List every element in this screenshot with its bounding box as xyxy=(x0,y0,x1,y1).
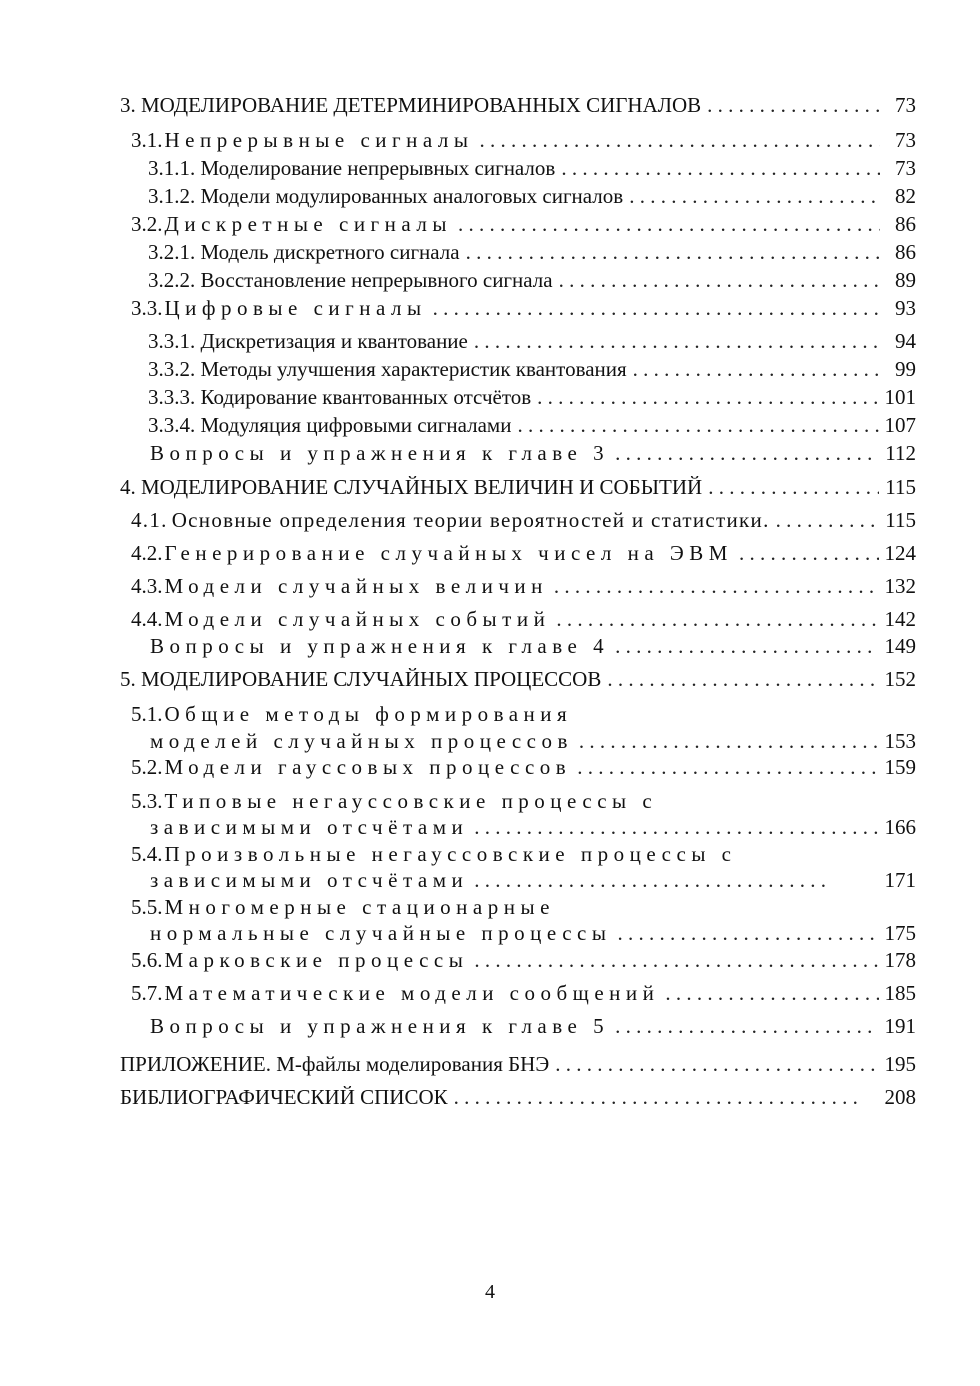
toc-page: 208 xyxy=(884,1085,916,1109)
toc-number: 4.1. xyxy=(131,508,168,532)
toc-page: 149 xyxy=(884,634,916,658)
toc-page: 124 xyxy=(884,541,916,565)
toc-page: 178 xyxy=(884,948,916,972)
toc-title xyxy=(131,980,659,1006)
toc-title: зависимыми отсчётами xyxy=(150,815,469,839)
toc-leader-dots xyxy=(708,474,879,500)
toc-leader-dots xyxy=(629,183,880,209)
toc-leader-dots xyxy=(579,728,879,754)
toc-section-5-5[interactable] xyxy=(150,920,916,946)
toc-title-text: Непрерывные сигналы xyxy=(164,128,474,152)
toc-leader-dots xyxy=(615,633,878,659)
toc-page: 166 xyxy=(884,815,916,839)
toc-title: нормальные случайные процессы xyxy=(150,921,612,945)
toc-page: 86 xyxy=(895,240,916,264)
toc-section-3-1[interactable] xyxy=(131,127,916,153)
toc-title: БИБЛИОГРАФИЧЕСКИЙ СПИСОК xyxy=(120,1085,448,1109)
toc-title-text: Модели гауссовых процессов xyxy=(164,755,572,779)
toc-number: 5.1. xyxy=(131,702,163,726)
toc-title: 3.3.2. Методы улучшения характеристик квантования xyxy=(148,357,627,381)
toc-leader-dots xyxy=(433,295,880,321)
toc-page: 191 xyxy=(884,1014,916,1038)
toc-page: 132 xyxy=(884,574,916,598)
toc-leader-dots xyxy=(615,440,879,466)
toc-title: 3.2.1. Модель дискретного сигнала xyxy=(148,240,460,264)
toc-page: 171 xyxy=(884,868,916,892)
toc-page: 89 xyxy=(895,268,916,292)
toc-page: 153 xyxy=(884,729,916,753)
toc-leader-dots xyxy=(615,1013,878,1039)
toc-title: 3.3.3. Кодирование квантованных отсчётов xyxy=(148,385,532,409)
toc-number: 5.6. xyxy=(131,948,163,972)
toc-title xyxy=(131,573,548,599)
toc-section-4-1[interactable] xyxy=(131,507,916,533)
toc-section-5-5-line1[interactable] xyxy=(131,894,555,920)
toc-number: 5.3. xyxy=(131,789,163,813)
toc-title: 3.1.1. Моделирование непрерывных сигналов xyxy=(148,156,556,180)
toc-page: 86 xyxy=(895,212,916,236)
toc-leader-dots xyxy=(466,239,880,265)
toc-title-text: Математические модели сообщений xyxy=(164,981,660,1005)
toc-title: ПРИЛОЖЕНИЕ. М-файлы моделирования БНЭ xyxy=(120,1052,550,1076)
toc-title xyxy=(131,754,571,780)
toc-page: 185 xyxy=(884,981,916,1005)
toc-number: 5.5. xyxy=(131,895,163,919)
toc-chapter-5[interactable] xyxy=(120,666,916,692)
toc-title: 4. МОДЕЛИРОВАНИЕ СЛУЧАЙНЫХ ВЕЛИЧИН И СОБЫТИЙ xyxy=(120,475,703,499)
toc-title xyxy=(131,295,427,321)
toc-number: 3.3. xyxy=(131,296,163,320)
toc-page: 94 xyxy=(895,329,916,353)
toc-leader-dots xyxy=(739,540,879,566)
toc-title xyxy=(131,606,550,632)
toc-page: 159 xyxy=(884,755,916,779)
toc-leader-dots xyxy=(480,127,881,153)
toc-page: 142 xyxy=(884,607,916,631)
toc-leader-dots xyxy=(517,412,878,438)
toc-section-3-2[interactable] xyxy=(131,211,916,237)
toc-number: 5.4. xyxy=(131,842,163,866)
toc-section-5-4-line1[interactable] xyxy=(131,841,737,867)
toc-title: 5. МОДЕЛИРОВАНИЕ СЛУЧАЙНЫХ ПРОЦЕССОВ xyxy=(120,667,602,691)
toc-page: 152 xyxy=(884,667,916,691)
toc-title-text: Многомерные стационарные xyxy=(164,895,555,919)
toc-page: 112 xyxy=(885,441,916,465)
toc-section-5-3-line1[interactable] xyxy=(131,788,657,814)
toc-leader-dots xyxy=(458,211,880,237)
toc-number: 4.3. xyxy=(131,574,163,598)
toc-number: 4.2. xyxy=(131,541,163,565)
toc-leader-dots xyxy=(561,155,880,181)
toc-number: 5.2. xyxy=(131,755,163,779)
toc-title: 3.2.2. Восстановление непрерывного сигнала xyxy=(148,268,553,292)
toc-subsection-3-3-3[interactable] xyxy=(148,384,916,410)
toc-questions-3[interactable] xyxy=(150,440,916,466)
toc-chapter-4[interactable] xyxy=(120,474,916,500)
toc-page: 115 xyxy=(885,475,916,499)
toc-appendix[interactable] xyxy=(120,1051,916,1077)
toc-section-5-7[interactable] xyxy=(131,980,916,1006)
toc-page: 99 xyxy=(895,357,916,381)
toc-title: Вопросы и упражнения к главе 3 xyxy=(150,441,610,465)
toc-subsection-3-3-4[interactable] xyxy=(148,412,916,438)
toc-leader-dots xyxy=(607,666,878,692)
toc-leader-dots xyxy=(617,920,878,946)
toc-subsection-3-2-2[interactable] xyxy=(148,267,916,293)
page-number: 4 xyxy=(485,1281,495,1303)
toc-page: 93 xyxy=(895,296,916,320)
toc-leader-dots xyxy=(633,356,880,382)
toc-leader-dots xyxy=(554,573,879,599)
toc-section-3-3[interactable] xyxy=(131,295,916,321)
toc-subsection-3-2-1[interactable] xyxy=(148,239,916,265)
toc-subsection-3-3-1[interactable] xyxy=(148,328,916,354)
toc-leader-dots xyxy=(776,507,880,533)
toc-section-5-3[interactable] xyxy=(150,814,916,840)
toc-title-text: Типовые негауссовские процессы с xyxy=(164,789,658,813)
toc-title: 3.1.2. Модели модулированных аналоговых сигналов xyxy=(148,184,624,208)
toc-number: 3.2. xyxy=(131,212,163,236)
toc-section-4-4[interactable] xyxy=(131,606,916,632)
toc-title xyxy=(131,127,474,153)
toc-leader-dots xyxy=(474,328,880,354)
toc-title-text: Генерирование случайных чисел на ЭВМ xyxy=(164,541,733,565)
toc-number: 3.1. xyxy=(131,128,163,152)
toc-leader-dots xyxy=(555,1051,878,1077)
toc-leader-dots xyxy=(559,267,880,293)
toc-section-4-2[interactable] xyxy=(131,540,916,566)
toc-section-5-2[interactable] xyxy=(131,754,916,780)
toc-chapter-3[interactable] xyxy=(120,92,916,118)
toc-title: Вопросы и упражнения к главе 4 xyxy=(150,634,610,658)
toc-page: 195 xyxy=(884,1052,916,1076)
toc-number: 4.4. xyxy=(131,607,163,631)
toc-title-text: Модели случайных событий xyxy=(164,607,551,631)
toc-page: 107 xyxy=(884,413,916,437)
toc-title: зависимыми отсчётами xyxy=(150,868,469,892)
toc-title-text: Марковские процессы xyxy=(164,948,469,972)
toc-section-5-1[interactable] xyxy=(150,728,916,754)
toc-subsection-3-1-2[interactable] xyxy=(148,183,916,209)
toc-title-text: Произвольные негауссовские процессы с xyxy=(164,842,737,866)
toc-page: 175 xyxy=(884,921,916,945)
toc-leader-dots xyxy=(707,92,880,118)
toc-subsection-3-1-1[interactable] xyxy=(148,155,916,181)
toc-title xyxy=(131,947,468,973)
toc-page: 73 xyxy=(895,93,916,117)
toc-title: 3.3.1. Дискретизация и квантование xyxy=(148,329,468,353)
toc-page: 73 xyxy=(895,156,916,180)
toc-title-text: Модели случайных величин xyxy=(164,574,548,598)
toc-title: 3. МОДЕЛИРОВАНИЕ ДЕТЕРМИНИРОВАННЫХ СИГНАЛОВ xyxy=(120,93,702,117)
toc-leader-dots xyxy=(474,867,824,893)
toc-leader-dots xyxy=(556,606,878,632)
toc-page: 82 xyxy=(895,184,916,208)
toc-section-5-6[interactable] xyxy=(131,947,916,973)
toc-questions-5[interactable] xyxy=(150,1013,916,1039)
toc-leader-dots xyxy=(474,947,878,973)
toc-leader-dots xyxy=(454,1084,857,1110)
toc-title: 3.3.4. Модуляция цифровыми сигналами xyxy=(148,413,512,437)
toc-title xyxy=(131,540,733,566)
toc-bibliography[interactable] xyxy=(120,1084,916,1110)
toc-subsection-3-3-2[interactable] xyxy=(148,356,916,382)
toc-title-text: Основные определения теории вероятностей и статистики. xyxy=(171,508,770,532)
toc-page: 73 xyxy=(895,128,916,152)
toc-leader-dots xyxy=(665,980,878,1006)
toc-page: 115 xyxy=(885,508,916,532)
toc-title: моделей случайных процессов xyxy=(150,729,573,753)
toc-title-text: Дискретные сигналы xyxy=(164,212,453,236)
toc-title: Вопросы и упражнения к главе 5 xyxy=(150,1014,610,1038)
toc-section-5-4[interactable] xyxy=(150,867,916,893)
toc-page: 101 xyxy=(884,385,916,409)
toc-title xyxy=(131,211,452,237)
toc-title xyxy=(131,507,770,533)
toc-section-4-3[interactable] xyxy=(131,573,916,599)
toc-title-text: Цифровые сигналы xyxy=(164,296,427,320)
toc-leader-dots xyxy=(577,754,878,780)
toc-number: 5.7. xyxy=(131,981,163,1005)
toc-leader-dots xyxy=(474,814,878,840)
toc-leader-dots xyxy=(537,384,878,410)
toc-title-text: Общие методы формирования xyxy=(164,702,573,726)
toc-questions-4[interactable] xyxy=(150,633,916,659)
toc-section-5-1-line1[interactable] xyxy=(131,701,572,727)
